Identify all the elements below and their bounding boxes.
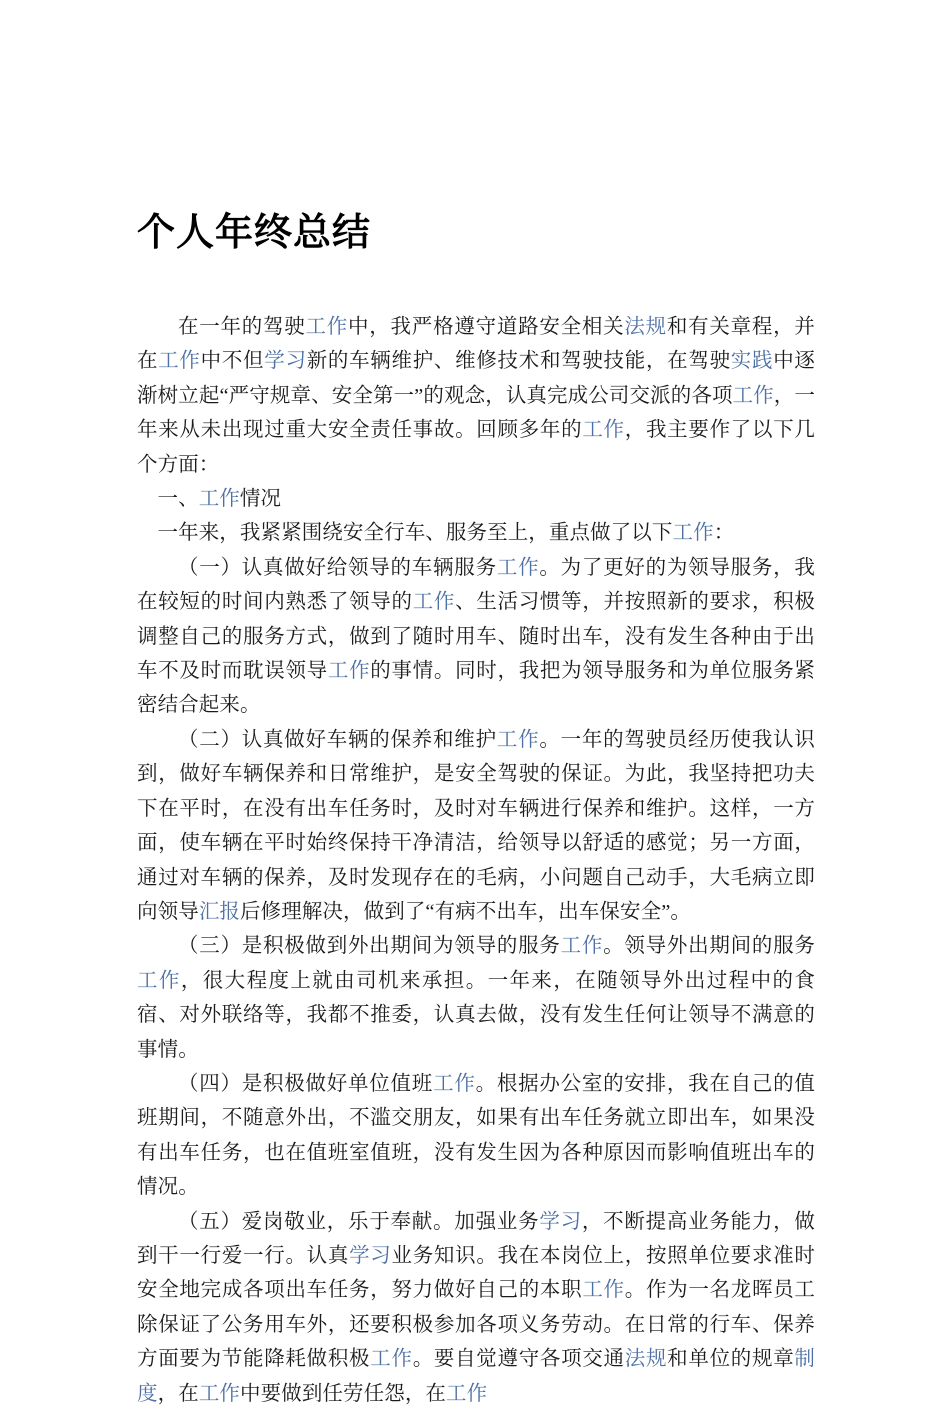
paragraph-text: 、生活习惯等，并按照新的要求，积极调整自己的服务方式，做到了随时用车、随时出车，没有发生各种由于出车不及时而耽误领导	[137, 591, 816, 683]
paragraph	[137, 1205, 815, 1411]
keyword-link[interactable]: 工作	[560, 935, 604, 958]
paragraph-text: 新的车辆维护、维修技术和驾驶技能，在驾驶	[306, 350, 731, 373]
paragraph-text: ，在	[157, 1382, 199, 1405]
keyword-link[interactable]: 工作	[732, 384, 774, 407]
paragraph-text: ，一年来从未出现过重大安全责任事故。回顾多年的	[137, 384, 816, 442]
paragraph-text: 中不但	[200, 350, 265, 373]
paragraph-text: 。为了更好的为领导服务，我在较短的时间内熟悉了领导的	[137, 556, 815, 614]
keyword-link[interactable]: 工作	[370, 1348, 413, 1371]
paragraph-text: （二）认真做好车辆的保养和维护	[178, 728, 497, 751]
page-content-area	[137, 0, 815, 1411]
paragraph	[137, 929, 815, 1067]
paragraph-text: 和单位的规章	[667, 1348, 795, 1371]
paragraph-text: 中逐渐树立起“严守规章、安全第一”的观念，认真完成公司交派的各项	[137, 350, 816, 407]
document-body	[137, 310, 815, 1411]
paragraph-text: ，不断提高业务能力，做到干一行爱一行。认真	[137, 1210, 815, 1267]
paragraph-text: ，我主要作了以下几个方面：	[137, 419, 815, 476]
paragraph-text: （四）是积极做好单位值班	[178, 1072, 434, 1095]
paragraph-text: 中，我严格遵守道路安全相关	[348, 316, 625, 338]
paragraph-text: ：	[713, 522, 735, 545]
keyword-link[interactable]: 工作	[672, 522, 714, 545]
page-title: 个人年终总结	[137, 212, 372, 254]
paragraph	[137, 310, 815, 482]
paragraph-text: 。根据办公室的安排，我在自己的值班期间，不随意外出，不滥交朋友，如果有出车任务就立即出车，如果没有出车任务，也在值班室值班，没有发生因为各种原因而影响值班出车的情况。	[137, 1072, 815, 1199]
keyword-link[interactable]: 工作	[433, 1072, 476, 1095]
keyword-link[interactable]: 实践	[730, 350, 774, 373]
paragraph-text: 一年来，我紧紧围绕安全行车、服务至上，重点做了以下	[157, 522, 673, 545]
paragraph	[137, 723, 815, 929]
paragraph-text: 中要做到任劳任怨，在	[240, 1382, 447, 1405]
keyword-link[interactable]: 工作	[496, 728, 540, 751]
paragraph-text: 情况	[239, 488, 282, 511]
keyword-link[interactable]: 学习	[539, 1210, 582, 1233]
keyword-link[interactable]: 制度	[137, 1348, 816, 1405]
keyword-link[interactable]: 工作	[327, 660, 371, 683]
keyword-link[interactable]: 法规	[624, 1348, 668, 1371]
paragraph-text: （一）认真做好给领导的车辆服务	[178, 556, 497, 579]
keyword-link[interactable]: 学习	[349, 1244, 392, 1267]
keyword-link[interactable]: 学习	[264, 350, 307, 373]
paragraph-text: 。要自觉遵守各项交通	[412, 1348, 625, 1371]
keyword-link[interactable]: 工作	[496, 556, 540, 579]
keyword-link[interactable]: 工作	[582, 419, 625, 442]
keyword-link[interactable]: 工作	[305, 316, 349, 338]
paragraph-text: （三）是积极做到外出期间为领导的服务	[178, 935, 561, 958]
paragraph-text: （五）爱岗敬业，乐于奉献。加强业务	[178, 1210, 540, 1233]
keyword-link[interactable]: 工作	[582, 1279, 625, 1302]
paragraph-text: 的事情。同时，我把为领导服务和为单位服务紧密结合起来。	[137, 660, 815, 717]
keyword-link[interactable]: 汇报	[198, 900, 241, 923]
paragraph-text: ，很大程度上就由司机来承担。一年来，在随领导外出过程中的食宿、对外联络等，我都不推委，认真去做，没有发生任何让领导不满意的事情。	[137, 969, 815, 1061]
paragraph	[137, 516, 815, 550]
paragraph-text: 。领导外出期间的服务	[603, 935, 816, 958]
paragraph-text: 。一年的驾驶员经历使我认识到，做好车辆保养和日常维护，是安全驾驶的保证。为此，我坚持把功夫下在平时，在没有出车任务时，及时对车辆进行保养和维护。这样，一方面，使车辆在平时始终保持干净清洁，给领导以舒适的感觉；另一方面，通过对车辆的保养，及时发现存在的毛病，小问题自己动手，大毛病立即向领导	[137, 728, 815, 923]
paragraph	[137, 482, 815, 516]
paragraph-text: 业务知识。我在本岗位上，按照单位要求准时安全地完成各项出车任务，努力做好自己的本职	[137, 1244, 816, 1302]
paragraph	[137, 1067, 815, 1205]
keyword-link[interactable]: 工作	[137, 969, 181, 992]
keyword-link[interactable]: 工作	[198, 488, 240, 511]
keyword-link[interactable]: 工作	[158, 350, 201, 373]
paragraph-text: 和有关章程，并在	[137, 316, 815, 373]
paragraph-text: 一、	[157, 488, 199, 511]
paragraph-text: 后修理解决，做到了“有病不出车，出车保安全”。	[240, 900, 692, 923]
paragraph-text: 在一年的驾驶	[178, 316, 306, 338]
keyword-link[interactable]: 工作	[412, 591, 456, 614]
paragraph-text: 。作为一名龙晖员工除保证了公务用车外，还要积极参加各项义务劳动。在日常的行车、保养方面要为节能降耗做积极	[137, 1279, 815, 1371]
keyword-link[interactable]: 法规	[624, 316, 667, 338]
keyword-link[interactable]: 工作	[198, 1382, 241, 1405]
keyword-link[interactable]: 工作	[446, 1382, 488, 1405]
paragraph	[137, 551, 815, 723]
